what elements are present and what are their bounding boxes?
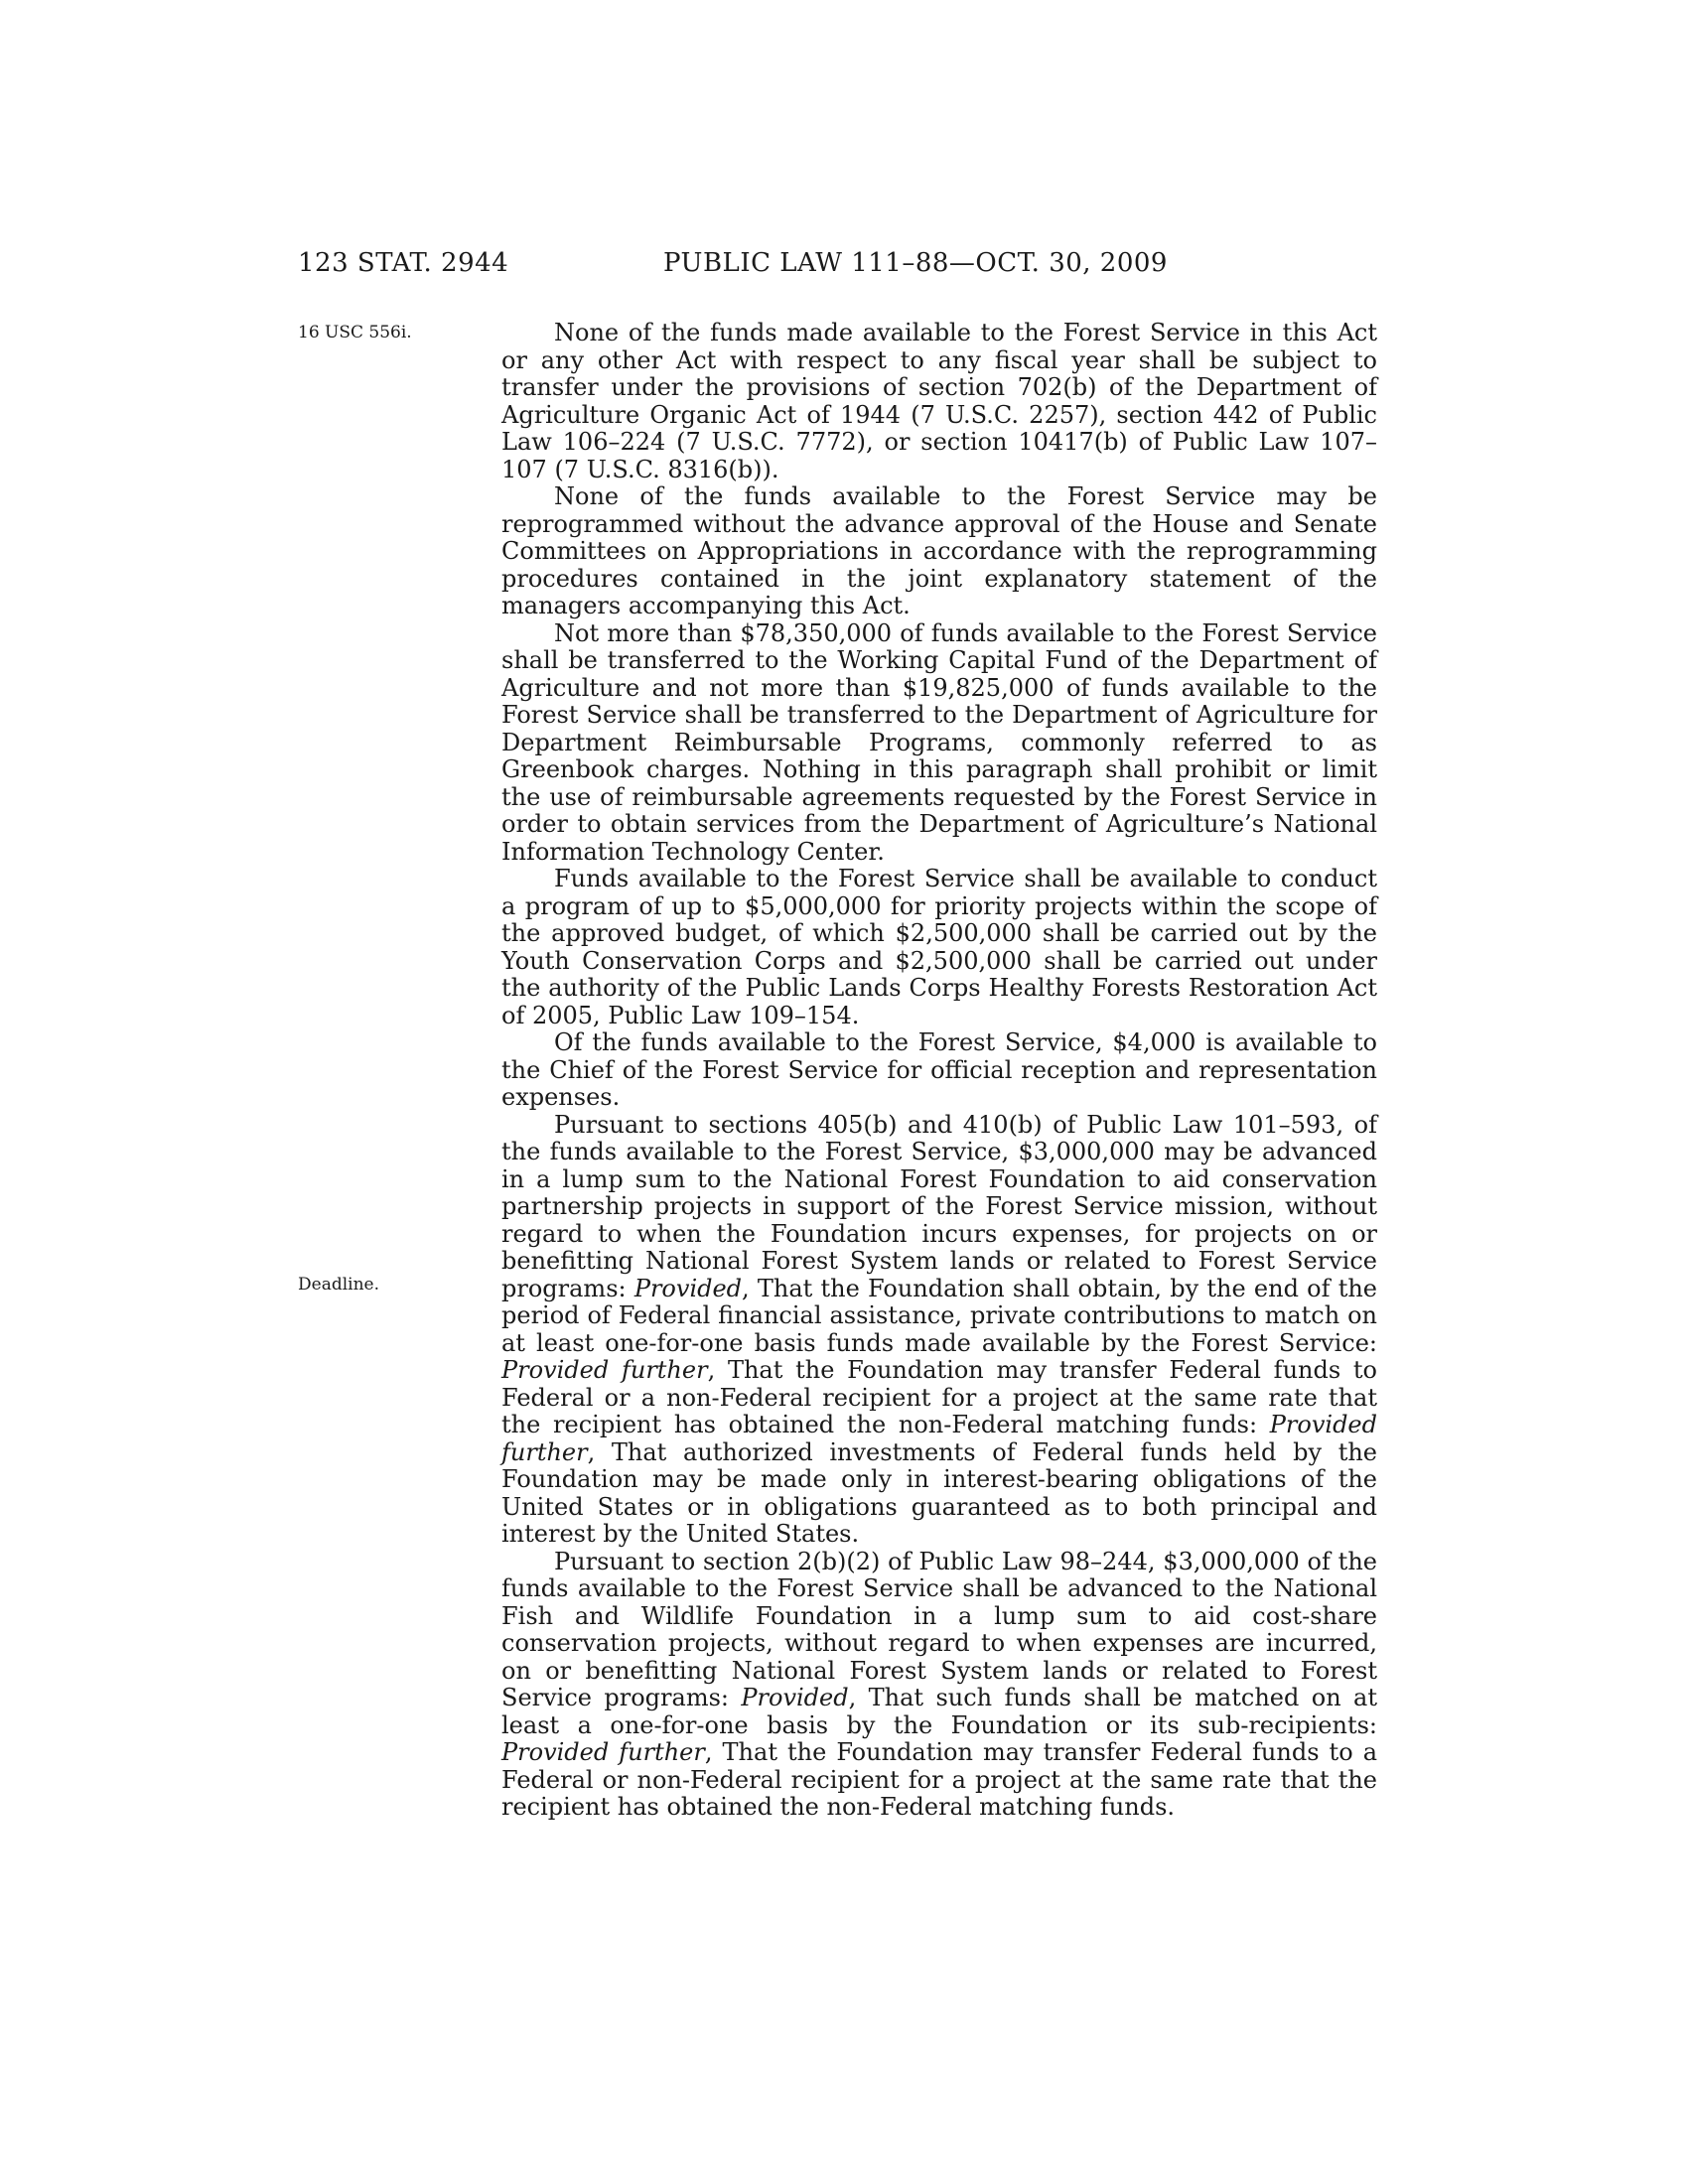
- paragraph-text: Not more than $78,350,000 of funds available to the Forest Service shall be transferred to the Working Capital Fund of the Department of Agriculture and not more than $19,825,000 of funds available to the Forest Service shall be transferred to the Department of Agriculture for Department Reimbursable Programs, commonly referred to as Greenbook charges. Nothing in this paragraph shall prohibit or limit the use of reimbursable agreements requested by the Forest Service in order to obtain services from the Department of Agriculture’s National Information Technology Center.: [501, 618, 1377, 866]
- body-text: [501, 320, 1377, 1822]
- paragraph-text: None of the funds available to the Forest Service may be reprogrammed without the advance approval of the House and Senate Committees on Appropriations in accordance with the reprogramming procedures contained in the joint explanatory statement of the managers accompanying this Act.: [501, 482, 1377, 619]
- paragraph-text: Pursuant to sections 405(b) and 410(b) of Public Law 101–593, of the funds available to the Forest Service, $3,000,000 may be advanced in a lump sum to the National Forest Foundation to aid conservation partnership projects in support of the Forest Service mission, without regard to when the Foundation incurs expenses, for projects on or benefitting National Forest System lands or related to Forest Service programs:: [501, 1110, 1377, 1302]
- proviso-phrase: Provided further: [501, 1356, 708, 1384]
- paragraph-transfer-restriction: [501, 320, 1377, 483]
- paragraph-reception-expenses: [501, 1029, 1377, 1112]
- paragraph-text: None of the funds made available to the Forest Service in this Act or any other Act with respect to any fiscal year shall be subject to transfer under the provisions of section 702(b) of the Department of Agriculture Organic Act of 1944 (7 U.S.C. 2257), section 442 of Public Law 106–224 (7 U.S.C. 7772), or section 10417(b) of Public Law 107–107 (7 U.S.C. 8316(b)).: [501, 319, 1377, 483]
- paragraph-text: Funds available to the Forest Service shall be available to conduct a program of up to $5,000,000 for priority projects within the scope of the approved budget, of which $2,500,000 shall be carried out by the Youth Conservation Corps and $2,500,000 shall be carried out under the authority of the Public Lands Corps Healthy Forests Restoration Act of 2005, Public Law 109–154.: [501, 865, 1377, 1029]
- paragraph-text: , That authorized investments of Federal funds held by the Foundation may be made only in interest-bearing obligations of the United States or in obligations guaranteed as to both principal and interest by the United States.: [501, 1437, 1377, 1548]
- paragraph-youth-conservation-corps: [501, 866, 1377, 1029]
- paragraph-national-forest-foundation: [501, 1112, 1377, 1549]
- law-title: PUBLIC LAW 111–88—OCT. 30, 2009: [663, 248, 1168, 278]
- page-header: [0, 248, 1688, 288]
- proviso-phrase: Provided further: [501, 1738, 705, 1766]
- paragraph-text: , That the Foundation may transfer Federal funds to a Federal or non-Federal recipient for a project at the same rate that the recipient has obtained the non-Federal matching funds.: [501, 1738, 1378, 1821]
- proviso-phrase: Provided further: [501, 1411, 1377, 1466]
- paragraph-working-capital-fund: [501, 620, 1377, 867]
- margin-note-deadline: Deadline.: [298, 1275, 379, 1295]
- proviso-phrase: Provided: [741, 1684, 849, 1711]
- paragraph-text: , That the Foundation may transfer Federal funds to Federal or a non-Federal recipient for a project at the same rate that the recipient has obtained the non-Federal matching funds:: [501, 1356, 1377, 1438]
- paragraph-text: , That the Foundation shall obtain, by the end of the period of Federal financial assistance, private contributions to match on at least one-for-one basis funds made available by the Forest Service:: [501, 1274, 1378, 1357]
- paragraph-fish-wildlife-foundation: [501, 1549, 1377, 1822]
- paragraph-text: Pursuant to section 2(b)(2) of Public Law 98–244, $3,000,000 of the funds available to the Forest Service shall be advanced to the National Fish and Wildlife Foundation in a lump sum to aid cost-share conservation projects, without regard to when expenses are incurred, on or benefitting National Forest System lands or related to Forest Service programs:: [501, 1547, 1377, 1711]
- proviso-phrase: Provided: [633, 1274, 743, 1302]
- margin-note-usc-citation: 16 USC 556i.: [298, 323, 412, 342]
- paragraph-text: Of the funds available to the Forest Service, $4,000 is available to the Chief of the Forest Service for official reception and representation expenses.: [501, 1028, 1377, 1111]
- stat-reference: 123 STAT. 2944: [298, 248, 509, 278]
- paragraph-text: , That such funds shall be matched on at least a one-for-one basis by the Foundation or its sub-recipients:: [501, 1684, 1377, 1739]
- paragraph-reprogramming: [501, 483, 1377, 620]
